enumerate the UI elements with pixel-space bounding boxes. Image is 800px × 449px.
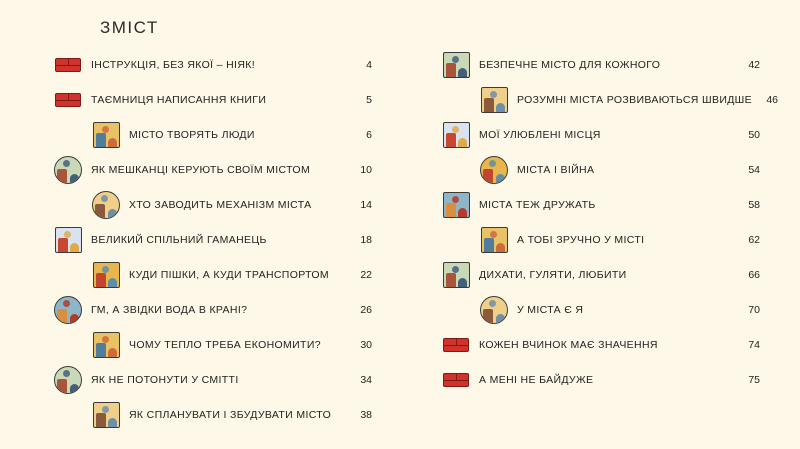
toc-entry-label: А ТОБІ ЗРУЧНО У МІСТІ	[517, 234, 645, 246]
toc-entry[interactable]	[440, 118, 760, 152]
toc-entry-label: МІСТА ТЕЖ ДРУЖАТЬ	[479, 199, 596, 211]
toc-entry-page-number: 66	[748, 269, 760, 281]
red-brick-icon	[52, 85, 84, 115]
toc-entry-label: МОЇ УЛЮБЛЕНІ МІСЦЯ	[479, 129, 601, 141]
toc-entry-page-number: 38	[360, 409, 372, 421]
toc-entry[interactable]	[440, 188, 760, 222]
toc-entry-page-number: 58	[748, 199, 760, 211]
toc-entry-label: МІСТА І ВІЙНА	[517, 164, 595, 176]
toc-entry[interactable]	[440, 48, 760, 82]
square-picture-icon	[90, 120, 122, 150]
toc-entry-page-number: 46	[766, 94, 779, 106]
toc-entry[interactable]	[440, 363, 760, 397]
toc-entry-page-number: 50	[748, 129, 760, 141]
toc-entry-label: РОЗУМНІ МІСТА РОЗВИВАЮТЬСЯ ШВИДШЕ	[517, 94, 753, 106]
toc-entry[interactable]	[478, 293, 760, 327]
toc-entry[interactable]	[440, 328, 760, 362]
square-picture-icon	[440, 120, 472, 150]
toc-entry-label: ХТО ЗАВОДИТЬ МЕХАНІЗМ МІСТА	[129, 199, 312, 211]
square-picture-icon	[440, 260, 472, 290]
toc-entry-page-number: 74	[748, 339, 760, 351]
toc-entry-page-number: 62	[748, 234, 760, 246]
toc-entry-label: ДИХАТИ, ГУЛЯТИ, ЛЮБИТИ	[479, 269, 627, 281]
circle-picture-icon	[52, 295, 84, 325]
toc-entry[interactable]	[478, 153, 760, 187]
square-picture-icon	[478, 85, 510, 115]
toc-entry-label: У МІСТА Є Я	[517, 304, 584, 316]
square-picture-icon	[90, 330, 122, 360]
page-title: ЗМІСТ	[100, 18, 159, 37]
toc-entry-label: ІНСТРУКЦІЯ, БЕЗ ЯКОЇ – НІЯК!	[91, 59, 255, 71]
toc-entry-label: КУДИ ПІШКИ, А КУДИ ТРАНСПОРТОМ	[129, 269, 330, 281]
red-brick-icon	[440, 365, 472, 395]
toc-entry-label: ЯК СПЛАНУВАТИ І ЗБУДУВАТИ МІСТО	[129, 409, 332, 421]
toc-entry-page-number: 54	[748, 164, 760, 176]
toc-entry[interactable]	[52, 363, 372, 397]
toc-column-left	[52, 48, 372, 433]
square-picture-icon	[440, 190, 472, 220]
toc-entry-page-number: 14	[360, 199, 372, 211]
toc-entry-page-number: 6	[366, 129, 372, 141]
toc-entry-label: ВЕЛИКИЙ СПІЛЬНИЙ ГАМАНЕЦЬ	[91, 234, 267, 246]
toc-entry-page-number: 10	[360, 164, 372, 176]
toc-entry-label: БЕЗПЕЧНЕ МІСТО ДЛЯ КОЖНОГО	[479, 59, 661, 71]
square-picture-icon	[478, 225, 510, 255]
toc-entry-page-number: 18	[360, 234, 372, 246]
toc-entry-label: ЯК НЕ ПОТОНУТИ У СМІТТІ	[91, 374, 239, 386]
toc-entry[interactable]	[52, 83, 372, 117]
toc-entry-page-number: 26	[360, 304, 372, 316]
red-brick-icon	[440, 330, 472, 360]
toc-entry[interactable]	[90, 118, 372, 152]
toc-entry[interactable]	[52, 48, 372, 82]
toc-entry-page-number: 22	[360, 269, 372, 281]
toc-entry-page-number: 5	[366, 94, 372, 106]
toc-entry-page-number: 42	[748, 59, 760, 71]
toc-entry-label: МІСТО ТВОРЯТЬ ЛЮДИ	[129, 129, 255, 141]
toc-entry[interactable]	[90, 398, 372, 432]
toc-entry[interactable]	[478, 83, 779, 117]
toc-entry-label: ЧОМУ ТЕПЛО ТРЕБА ЕКОНОМИТИ?	[129, 339, 321, 351]
toc-column-right	[440, 48, 779, 398]
toc-entry[interactable]	[52, 293, 372, 327]
toc-entry-page-number: 30	[360, 339, 372, 351]
toc-entry-label: ГМ, А ЗВІДКИ ВОДА В КРАНІ?	[91, 304, 248, 316]
square-picture-icon	[90, 400, 122, 430]
square-picture-icon	[90, 260, 122, 290]
toc-entry[interactable]	[52, 223, 372, 257]
toc-entry-label: ЯК МЕШКАНЦІ КЕРУЮТЬ СВОЇМ МІСТОМ	[91, 164, 311, 176]
toc-entry[interactable]	[90, 258, 372, 292]
circle-picture-icon	[52, 365, 84, 395]
square-picture-icon	[52, 225, 84, 255]
red-brick-icon	[52, 50, 84, 80]
circle-picture-icon	[90, 190, 122, 220]
toc-entry-label: А МЕНІ НЕ БАЙДУЖЕ	[479, 374, 594, 386]
toc-entry-label: КОЖЕН ВЧИНОК МАЄ ЗНАЧЕННЯ	[479, 339, 658, 351]
toc-entry-page-number: 75	[748, 374, 760, 386]
toc-entry[interactable]	[52, 153, 372, 187]
toc-entry[interactable]	[90, 188, 372, 222]
square-picture-icon	[440, 50, 472, 80]
toc-entry[interactable]	[90, 328, 372, 362]
toc-entry-label: ТАЄМНИЦЯ НАПИСАННЯ КНИГИ	[91, 94, 267, 106]
toc-entry-page-number: 34	[360, 374, 372, 386]
toc-entry-page-number: 4	[366, 59, 372, 71]
circle-picture-icon	[52, 155, 84, 185]
toc-entry[interactable]	[440, 258, 760, 292]
toc-entry[interactable]	[478, 223, 760, 257]
circle-picture-icon	[478, 295, 510, 325]
circle-picture-icon	[478, 155, 510, 185]
toc-entry-page-number: 70	[748, 304, 760, 316]
